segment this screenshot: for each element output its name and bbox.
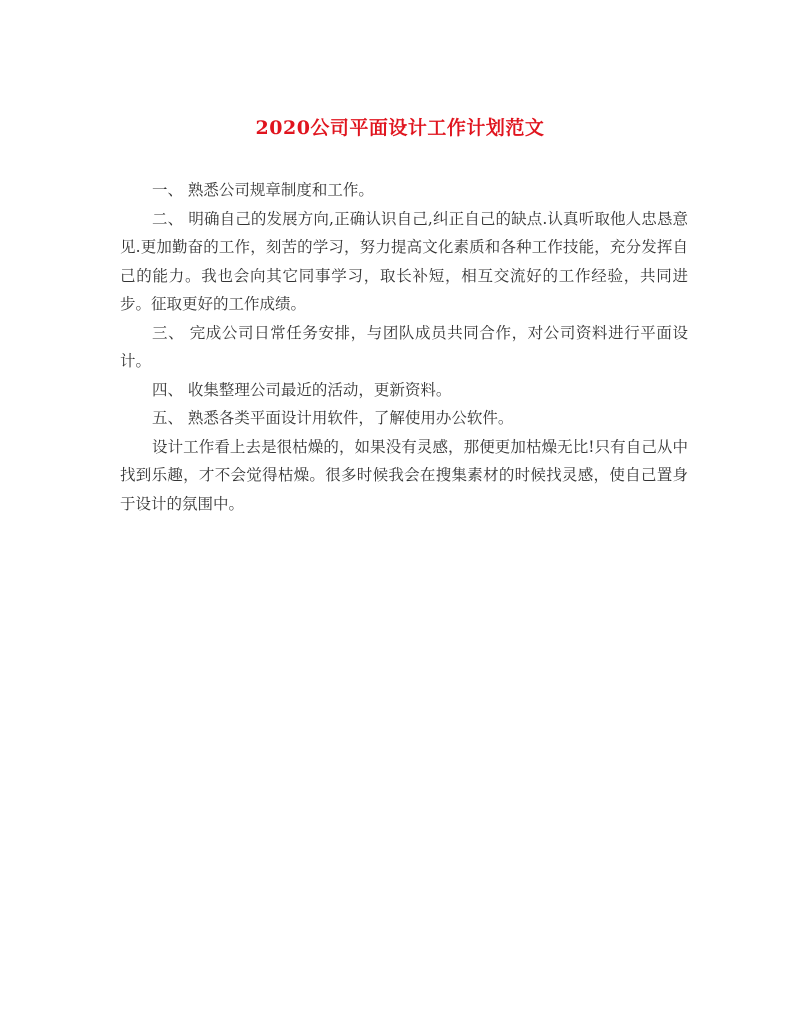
paragraph-1: 一、 熟悉公司规章制度和工作。 xyxy=(152,181,374,199)
document-title: 2020公司平面设计工作计划范文 xyxy=(255,117,545,139)
paragraph-6: 设计工作看上去是很枯燥的，如果没有灵感，那便更加枯燥无比!只有自己从中找到乐趣，才不会觉得枯燥。很多时候我会在搜集素材的时候找灵感，使自己置身于设计的氛围中。 xyxy=(120,437,688,513)
paragraph-4: 四、 收集整理公司最近的活动，更新资料。 xyxy=(152,380,452,399)
paragraph-2: 二、 明确自己的发展方向,正确认识自己,纠正自己的缺点.认真听取他人忠恳意见.更加勤奋的工作，刻苦的学习，努力提高文化素质和各种工作技能，充分发挥自己的能力。我也会向其它同事学习，取长补短，相互交流好的工作经验，共同进步。征取更好的工作成绩。 xyxy=(120,209,688,313)
paragraph-3: 三、 完成公司日常任务安排，与团队成员共同合作，对公司资料进行平面设计。 xyxy=(120,323,688,370)
paragraph-5: 五、 熟悉各类平面设计用软件，了解使用办公软件。 xyxy=(152,409,514,427)
document-body xyxy=(120,176,688,518)
